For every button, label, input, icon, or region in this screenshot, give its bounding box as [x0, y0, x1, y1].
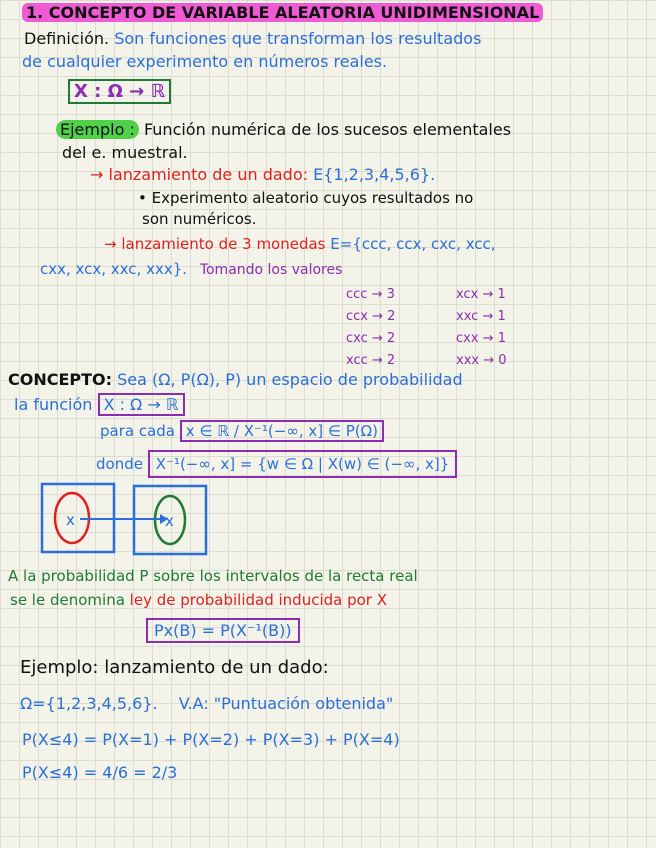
where-label: donde — [96, 455, 143, 473]
example-1-text-2: del e. muestral. — [62, 143, 188, 162]
die-set: E{1,2,3,4,5,6}. — [313, 165, 436, 184]
domain-label: x — [66, 511, 75, 529]
definition-text-2: de cualquier experimento en números reales. — [22, 52, 388, 71]
sample-space: Ω={1,2,3,4,5,6}. — [20, 694, 158, 713]
coins-set-2: cxx, xcx, xxc, xxx}. — [40, 260, 188, 278]
for-each-label: para cada — [100, 422, 175, 440]
codomain-label: x — [165, 512, 174, 530]
map-right-item: cxx → 1 — [456, 331, 506, 346]
example-1-text-1: Función numérica de los sucesos elementales — [143, 120, 512, 139]
concept-text-1: Sea (Ω, P(Ω), P) un espacio de probabilidad — [117, 370, 463, 389]
induced-text-1: A la probabilidad P sobre los intervalos de la recta real — [8, 567, 418, 585]
induced-formula: Px(B) = P(X⁻¹(B)) — [146, 618, 300, 643]
die-label: → lanzamiento de un dado: — [90, 165, 308, 184]
map-right-item: xxc → 1 — [456, 309, 506, 324]
va-label: V.A: "Puntuación obtenida" — [178, 694, 394, 713]
calc-2: P(X≤4) = 4/6 = 2/3 — [22, 763, 178, 782]
coins-set-1: E={ccc, ccx, cxc, xcc, — [330, 235, 496, 253]
definition-label: Definición. — [24, 29, 110, 48]
map-left-item: ccc → 3 — [346, 287, 395, 302]
calc-1: P(X≤4) = P(X=1) + P(X=2) + P(X=3) + P(X=4) — [22, 730, 400, 749]
concept-condition: x ∈ ℝ / X⁻¹(−∞, x] ∈ P(Ω) — [180, 420, 384, 442]
induced-formula-line — [146, 622, 300, 640]
map-left-item: ccx → 2 — [346, 309, 396, 324]
note-text-2: son numéricos. — [142, 210, 257, 228]
concept-function: X : Ω → ℝ — [98, 393, 185, 416]
concept-text-2: la función — [14, 395, 93, 414]
map-left-item: cxc → 2 — [346, 331, 396, 346]
induced-text-red: ley de probabilidad inducida por X — [129, 591, 388, 609]
example-2-label: Ejemplo: lanzamiento de un dado: — [20, 657, 329, 678]
taking-values: Tomando los valores — [199, 262, 343, 278]
concept-preimage: X⁻¹(−∞, x] = {w ∈ Ω | X(w) ∈ (−∞, x]} — [148, 450, 458, 478]
example-2-line-1 — [20, 658, 329, 679]
definition-text-1: Son funciones que transforman los resultados — [114, 29, 482, 48]
induced-line-2 — [10, 592, 387, 609]
note-text-1: • Experimento aleatorio cuyos resultados no — [138, 189, 474, 207]
map-left-item: xcc → 2 — [346, 353, 396, 368]
example-1-label: Ejemplo : — [56, 120, 139, 139]
concept-label: CONCEPTO: — [8, 370, 113, 389]
induced-text-2: se le denomina — [10, 591, 125, 609]
definition-formula: X : Ω → ℝ — [68, 79, 171, 104]
map-right-item: xxx → 0 — [456, 353, 507, 368]
example-2-line-2 — [20, 695, 393, 713]
induced-line-1 — [8, 568, 418, 585]
page-title: 1. CONCEPTO DE VARIABLE ALEATORIA UNIDIMENSIONAL — [22, 3, 543, 22]
map-right-item: xcx → 1 — [456, 287, 506, 302]
example-2-line-3 — [22, 731, 400, 749]
coins-label: → lanzamiento de 3 monedas — [104, 235, 326, 253]
example-2-line-4 — [22, 764, 177, 782]
